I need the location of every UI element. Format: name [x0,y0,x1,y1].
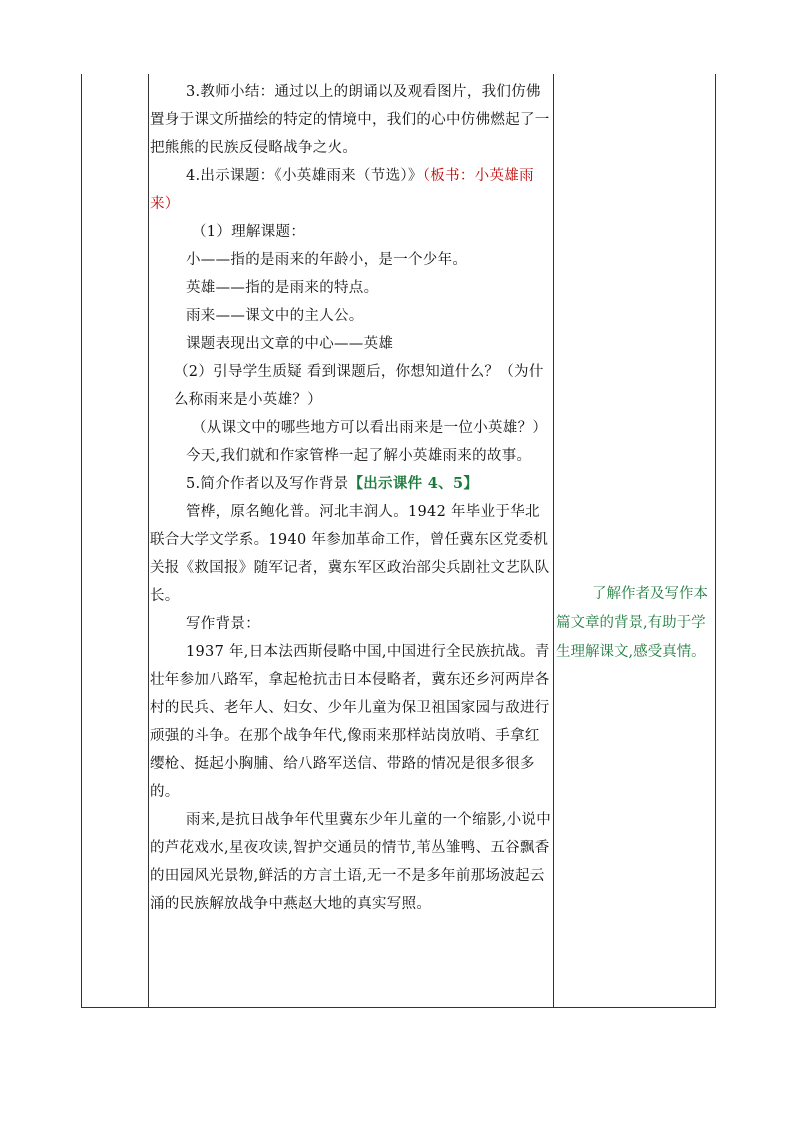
yulai-summary: 雨来,是抗日战争年代里冀东少年儿童的一个缩影,小说中的芦花戏水,星夜攻读,智护交通员的情节,苇丛雏鸭、五谷飘香的田园风光景物,鲜活的方言土语,无一不是多年前那场波起云涌的民族解放战争中燕赵大地的真实写照。 [150,812,552,912]
guide-questions: （2）引导学生质疑 看到课题后，你想知道什么？（为什么称雨来是小英雄？） [174,364,544,408]
teaching-process-cell [150,78,554,918]
author-intro-heading [150,470,554,498]
question-where: （从课文中的哪些地方可以看出雨来是一位小英雄？） [192,420,548,436]
show-title [150,162,554,218]
title-theme: 课题表现出文章的中心——英雄 [186,336,394,352]
design-intent-cell [556,580,710,667]
design-intent-text: 了解作者及写作本篇文章的背景,有助于学生理解课文,感受真情。 [556,586,708,660]
background-text: 1937 年,日本法西斯侵略中国,中国进行全民族抗战。青壮年参加八路军，拿起枪抗击日本侵略者，冀东还乡河两岸各村的民兵、老年人、妇女、少年儿童为保卫祖国家园与敌进行顽强的斗争。在那个战争年代,像雨来那样站岗放哨、手拿红缨枪、挺起小胸脯、给八路军送信、带路的情况是很多很多的。 [150,644,550,800]
courseware-note: 【出示课件 4、5】 [348,475,479,492]
author-intro-text: 5.简介作者以及写作背景 [186,476,349,492]
author-bio: 管桦，原名鲍化普。河北丰润人。1942 年毕业于华北联合大学文学系。1940 年参加革命工作，曾任冀东区党委机关报《救国报》随军记者，冀东军区政治部尖兵剧社文艺队队长。 [150,504,550,604]
explain-yingxiong: 英雄——指的是雨来的特点。 [186,280,379,296]
column-divider-left [148,74,149,1007]
teacher-summary: 3.教师小结：通过以上的朗诵以及观看图片，我们仿佛置身于课文所描绘的特定的情境中，我们的心中仿佛燃起了一把熊熊的民族反侵略战争之火。 [150,84,550,156]
today-story: 今天,我们就和作家管桦一起了解小英雄雨来的故事。 [186,448,532,464]
background-heading: 写作背景： [186,616,260,632]
show-title-text: 4.出示课题：《小英雄雨来（节选）》 [186,168,423,184]
understand-title: （1）理解课题： [192,224,306,240]
explain-yulai: 雨来——课文中的主人公。 [186,308,364,324]
explain-xiao: 小——指的是雨来的年龄小，是一个少年。 [186,252,468,268]
blackboard-note: （板书：小英雄雨来） [150,168,534,212]
